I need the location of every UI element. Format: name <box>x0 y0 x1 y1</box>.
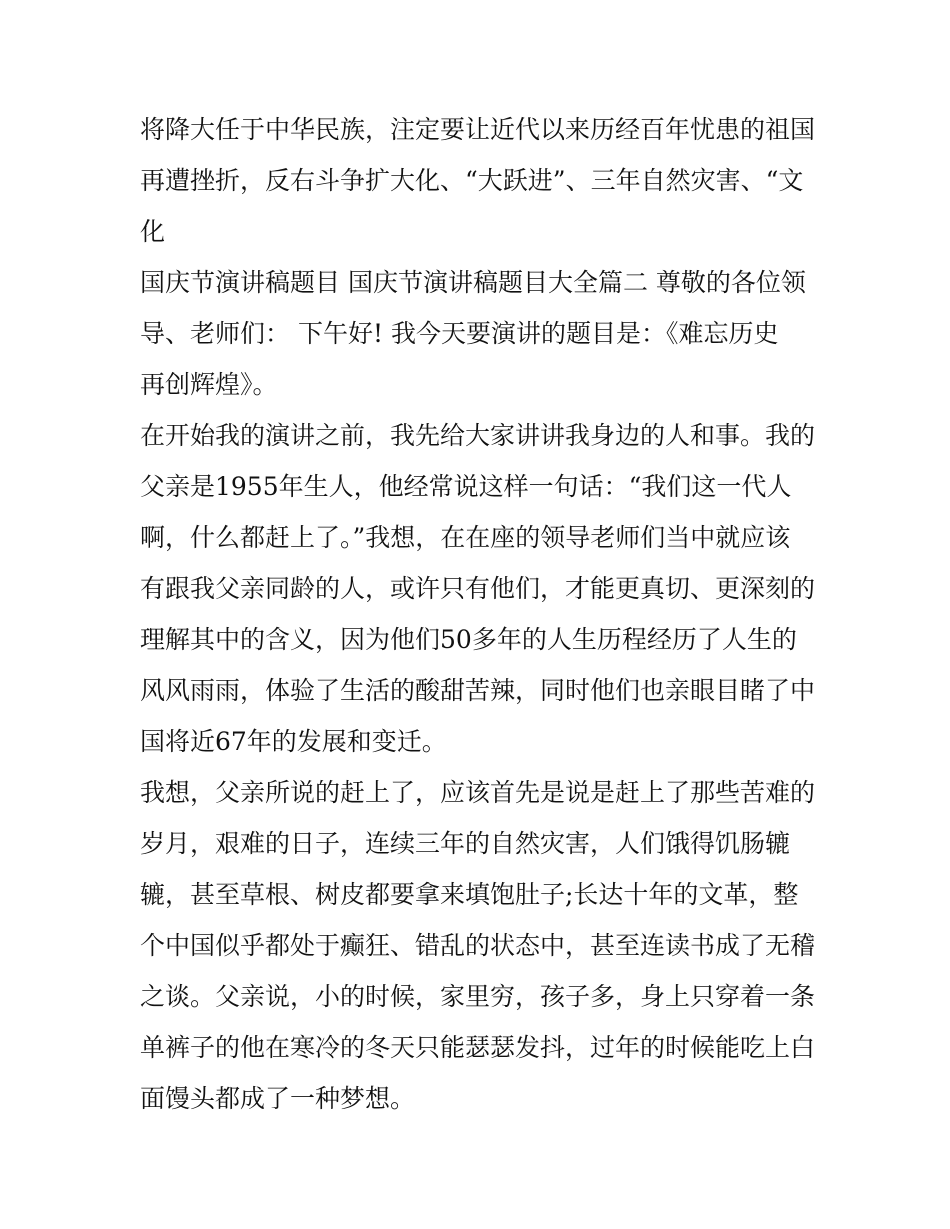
text-line: 岁月，艰难的日子，连续三年的自然灾害，人们饿得饥肠辘 <box>140 829 791 858</box>
text-line: 国庆节演讲稿题目 国庆节演讲稿题目大全篇二 尊敬的各位领 <box>140 268 806 297</box>
text-line: 个中国似乎都处于癫狂、错乱的状态中，甚至连读书成了无稽 <box>140 931 816 960</box>
text-line: 啊，什么都赶上了。”我想，在在座的领导老师们当中就应该 <box>140 523 791 552</box>
text-line: 我想，父亲所说的赶上了，应该首先是说是赶上了那些苦难的 <box>140 778 816 807</box>
text-line: 风风雨雨，体验了生活的酸甜苦辣，同时他们也亲眼目睹了中 <box>140 676 816 705</box>
text-line: 将降大任于中华民族，注定要让近代以来历经百年忧患的祖国 <box>140 115 816 144</box>
text-line: 在开始我的演讲之前，我先给大家讲讲我身边的人和事。我的 <box>140 421 816 450</box>
text-line: 国将近67年的发展和变迁。 <box>140 727 447 756</box>
text-line: 单裤子的他在寒冷的冬天只能瑟瑟发抖，过年的时候能吃上白 <box>140 1033 816 1062</box>
text-line: 导、老师们： 下午好! 我今天要演讲的题目是：《难忘历史 <box>140 319 779 348</box>
text-line: 面馒头都成了一种梦想。 <box>140 1084 416 1113</box>
text-line: 化 <box>140 217 166 246</box>
text-line: 父亲是1955年生人，他经常说这样一句话：“我们这一代人 <box>140 472 792 501</box>
text-line: 再创辉煌》。 <box>140 370 278 399</box>
text-line: 有跟我父亲同龄的人，或许只有他们，才能更真切、更深刻的 <box>140 574 816 603</box>
text-line: 理解其中的含义，因为他们50多年的人生历程经历了人生的 <box>140 625 797 654</box>
text-line: 辘，甚至草根、树皮都要拿来填饱肚子;长达十年的文革，整 <box>140 880 799 909</box>
text-line: 之谈。父亲说，小的时候，家里穷，孩子多，身上只穿着一条 <box>140 982 816 1011</box>
text-line: 再遭挫折，反右斗争扩大化、“大跃进”、三年自然灾害、“文 <box>140 166 804 195</box>
speech-text-block <box>140 104 820 1124</box>
